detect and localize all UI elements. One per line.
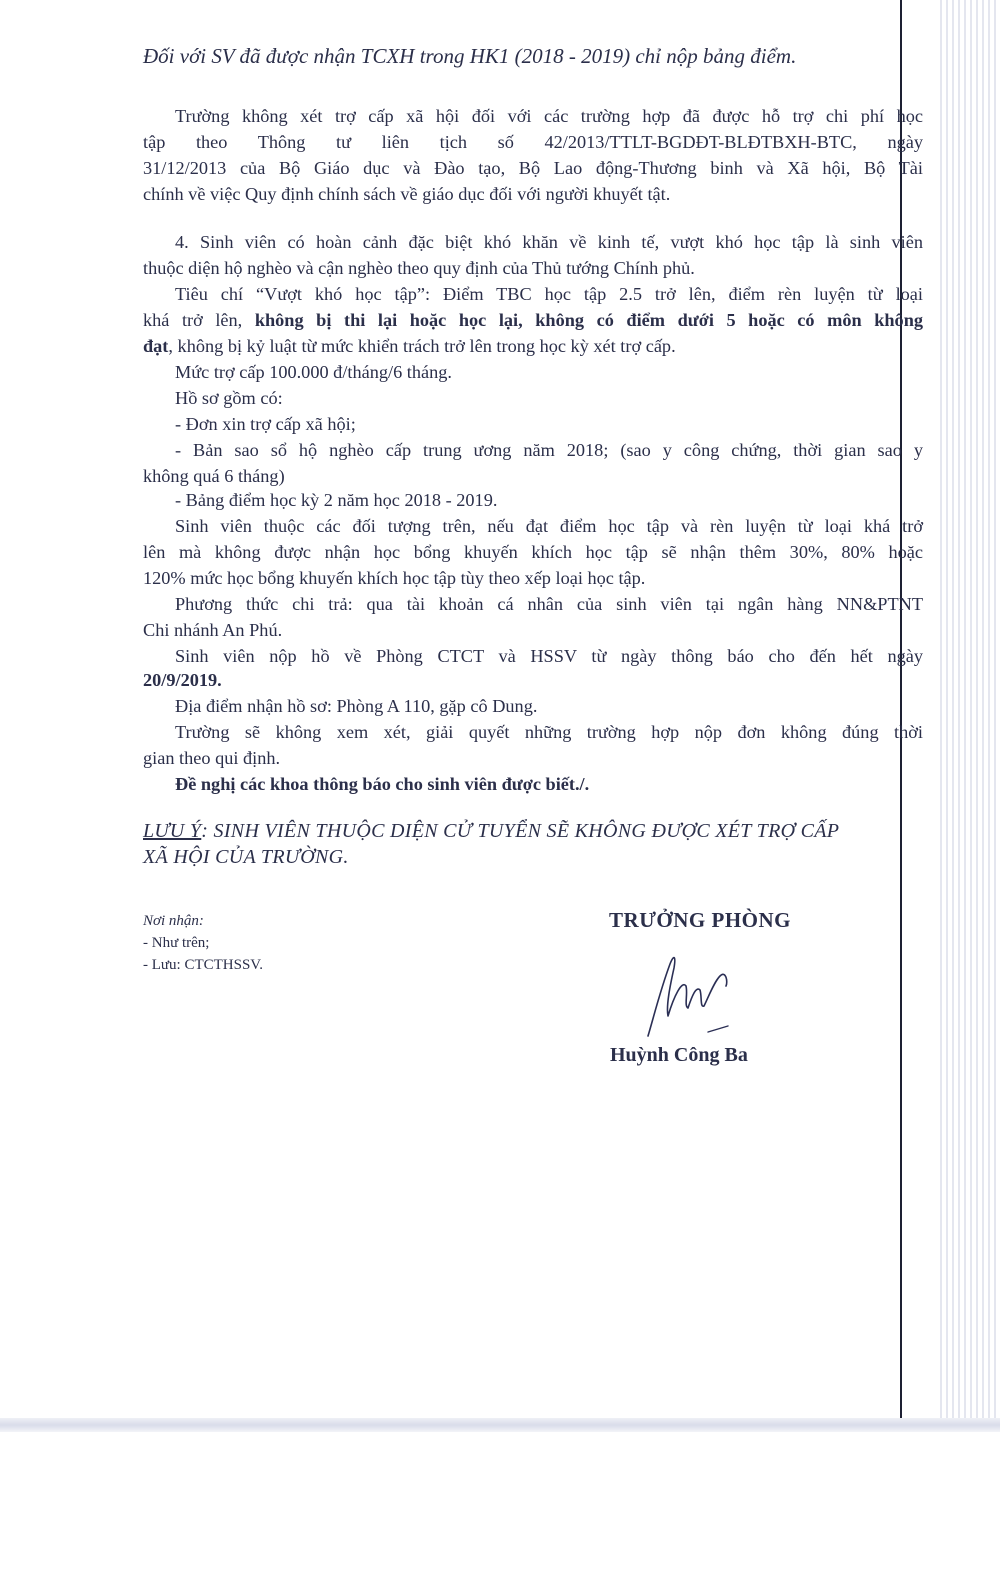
note-label: LƯU Ý [143,820,202,842]
bold-text-run: đạt [143,336,169,356]
note-line [143,818,839,844]
scan-edge-stripes [940,0,1000,1432]
signer-name: Huỳnh Công Ba [610,1044,748,1066]
paragraph-line: thuộc diện hộ nghèo và cận nghèo theo quy định của Thủ tướng Chính phủ. [143,258,695,278]
paragraph-line: Trường không xét trợ cấp xã hội đối với các trường hợp đã được hỗ trợ chi phí học [175,106,923,126]
signature-block [600,908,800,1066]
dossier-item: - Bản sao sổ hộ nghèo cấp trung ương năm 2018; (sao y công chứng, thời gian sao y [175,440,923,460]
dossier-heading: Hồ sơ gồm có: [175,388,283,408]
recipient-item: - Lưu: CTCTHSSV. [143,957,263,973]
paragraph-line: 120% mức học bổng khuyến khích học tập tùy theo xếp loại học tập. [143,568,646,588]
recipients-heading: Nơi nhận: [143,913,204,929]
dossier-item-continued: không quá 6 tháng) [143,466,285,486]
scan-bottom-edge [0,1418,1000,1432]
subsidy-amount: Mức trợ cấp 100.000 đ/tháng/6 tháng. [175,362,452,382]
deadline-date: 20/9/2019. [143,670,222,690]
text-run: , không bị kỷ luật từ mức khiển trách trở lên trong học kỳ xét trợ cấp. [168,336,676,356]
paragraph-line: chính về việc Quy định chính sách về giáo dục đối với người khuyết tật. [143,184,671,204]
paragraph-line: 4. Sinh viên có hoàn cảnh đặc biệt khó khăn về kinh tế, vượt khó học tập là sinh viên [175,232,923,252]
dossier-item: - Đơn xin trợ cấp xã hội; [175,414,356,434]
paragraph-line [143,333,676,359]
note-line: XÃ HỘI CỦA TRƯỜNG. [143,846,349,868]
handwritten-signature [630,946,740,1041]
scan-margin-line [900,0,902,1432]
paragraph-line [143,307,923,333]
dossier-item: - Bảng điểm học kỳ 2 năm học 2018 - 2019. [175,490,498,510]
paragraph-line: lên mà không được nhận học bổng khuyến khích học tập sẽ nhận thêm 30%, 80% hoặc [143,542,923,562]
paragraph-line: Sinh viên nộp hồ về Phòng CTCT và HSSV từ ngày thông báo cho đến hết ngày [175,646,923,666]
note-text: : SINH VIÊN THUỘC DIỆN CỬ TUYỂN SẼ KHÔNG ĐƯỢC XÉT TRỢ CẤP [201,820,840,842]
section-heading: Đối với SV đã được nhận TCXH trong HK1 (2018 - 2019) chỉ nộp bảng điểm. [143,44,797,68]
text-run: khá trở lên, [143,310,255,330]
recipient-item: - Như trên; [143,935,210,951]
paragraph-line: Sinh viên thuộc các đối tượng trên, nếu đạt điểm học tập và rèn luyện từ loại khá trở [175,516,923,536]
request-line: Đề nghị các khoa thông báo cho sinh viên được biết./. [175,774,590,794]
paragraph-line: Chi nhánh An Phú. [143,620,283,640]
paragraph-line: Phương thức chi trả: qua tài khoản cá nhân của sinh viên tại ngân hàng NN&PTNT [175,594,923,614]
paragraph-line: 31/12/2013 của Bộ Giáo dục và Đào tạo, Bộ Lao động-Thương binh và Xã hội, Bộ Tài [143,158,923,178]
recipients-block [143,910,263,976]
paragraph-line: Trường sẽ không xem xét, giải quyết những trường hợp nộp đơn không đúng thời [175,722,923,742]
paragraph-line: Tiêu chí “Vượt khó học tập”: Điểm TBC học tập 2.5 trở lên, điểm rèn luyện từ loại [175,284,923,304]
submission-location: Địa điểm nhận hồ sơ: Phòng A 110, gặp cô Dung. [175,696,538,716]
paragraph-line: gian theo qui định. [143,748,281,768]
paragraph-line: tập theo Thông tư liên tịch số 42/2013/TTLT-BGDĐT-BLĐTBXH-BTC, ngày [143,132,923,152]
bold-text-run: không bị thi lại hoặc học lại, không có điểm dưới 5 hoặc có môn không [254,310,923,330]
signer-title: TRƯỞNG PHÒNG [609,908,791,932]
